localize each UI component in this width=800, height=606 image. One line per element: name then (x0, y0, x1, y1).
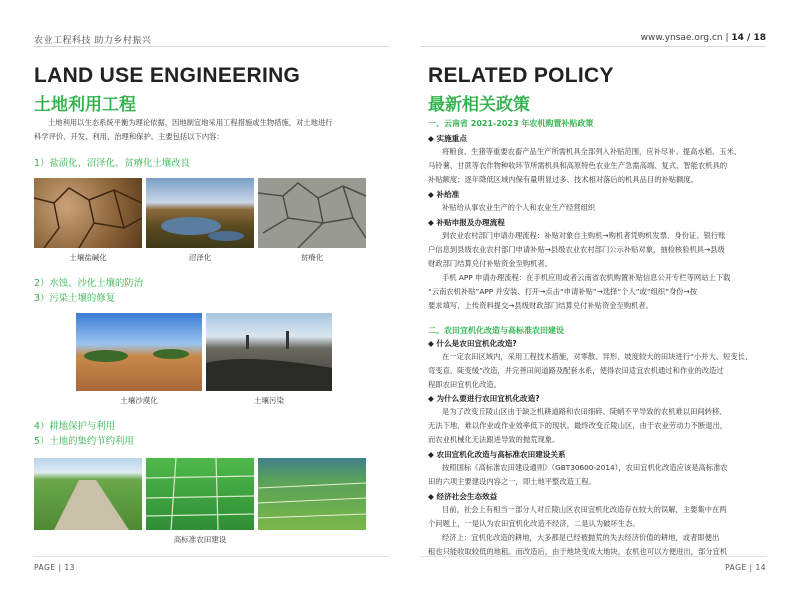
policy-1c-app-line-2: “云南农机补贴”APP 并安装、打开→点击“申请补贴”→选择“个人”或“组织”身份→按 (428, 287, 698, 296)
policy-2-heading-c: ◆ 农田宜机化改造与高标准农田建设关系 (428, 450, 566, 459)
policy-2d-econ-line-2: 租也只能收取较低的地租。而改造后，由于地块变成大地块，农机也可以方便进出，部分宜机 (428, 547, 728, 556)
footer-divider-left (34, 556, 389, 557)
header-divider-left (34, 46, 389, 47)
policy-2-heading-d: ◆ 经济社会生态效益 (428, 492, 498, 501)
cracked-soil-pattern (34, 178, 142, 248)
policy-1a-line-1: 将粮食、生猪等重要农畜产品生产所需机具全部列入补贴范围，应补尽补。提高水稻、玉米、 (442, 147, 742, 156)
caption-swamp: 沼泽化 (188, 253, 212, 262)
farmland-grid-pattern (146, 458, 254, 530)
policy-2d-econ-line-1: 经济上：宜机化改造的耕地，大多都是已经被抛荒的失去经济价值的耕地，或者即便出 (442, 533, 720, 542)
policy-2b-line-3: 而农业机械化无法跟进导致的抛荒现象。 (428, 435, 560, 444)
terraced-field-image (258, 458, 366, 530)
pollution-oil-pumps (206, 313, 332, 391)
barren-soil-image (258, 178, 366, 248)
farmland-road-shape (34, 458, 142, 530)
policy-2b-line-1: 是为了改变丘陵山区由于缺乏机耕道路和农田细碎、陡峭不平导致的农机难以田间转移、 (442, 407, 727, 416)
header-divider-right (420, 46, 766, 47)
header-page-info: www.ynsae.org.cn | 14 / 18 (640, 33, 766, 43)
caption-farmland: 高标准农田建设 (173, 535, 227, 544)
left-item-5: 5）土地的集约节约利用 (34, 436, 134, 447)
policy-1a-line-2: 马铃薯、甘蔗等农作物种收环节所需机具和高原特色农业生产急需高端、复式、智能农机具的 (428, 161, 728, 170)
policy-1c-line-2: 户信息到县级农业农村部门申请补贴→县级农业农村部门公示补贴对象，抽检核验机具→县级 (428, 245, 725, 254)
left-intro-line-2: 科学评价、开发、利用、治理和保护。主要包括以下内容： (34, 132, 224, 141)
swamp-image (146, 178, 254, 248)
terrace-pattern (258, 458, 366, 530)
right-en-title: RELATED POLICY (428, 64, 614, 87)
left-en-title: LAND USE ENGINEERING (34, 64, 301, 87)
policy-1c-app-line-1: 手机 APP 申请办理流程：在手机应用或者云南省农机购置补贴信息公开专栏等网站上下载 (442, 273, 731, 282)
left-item-2: 2）水蚀、沙化土壤的防治 (34, 278, 144, 289)
barren-crack-pattern (258, 178, 366, 248)
caption-pollution: 土壤污染 (254, 396, 284, 405)
policy-1b-text: 补贴给从事农业生产的个人和农业生产经营组织 (442, 203, 596, 212)
high-standard-farmland-image (146, 458, 254, 530)
soil-pollution-image (206, 313, 332, 391)
policy-1a-line-3: 补贴额度；逐年降低区域内保有量明显过多、技术相对落后的机具品目的补贴额度。 (428, 175, 698, 184)
right-zh-title: 最新相关政策 (428, 95, 530, 115)
policy-2a-line-2: 弯变直、陡变缓”改造，并完善田间道路及配套水系，使得农田适宜农机通过和作业的改造过 (428, 366, 724, 375)
policy-2d-line-2: 个问题上，一是认为农田宜机化改造不经济，二是认为破坏生态。 (428, 519, 640, 528)
policy-2b-line-2: 无法下地、难以作业或作业效率低下的现状。最终改变丘陵山区，由于农业劳动力不断退出， (428, 421, 728, 430)
footer-divider-right (420, 556, 766, 557)
left-zh-title: 土地利用工程 (34, 95, 136, 115)
header-title: 农业工程科技 助力乡村振兴 (34, 36, 152, 46)
policy-1c-app-line-3: 要求填写、上传资料提交→县级财政部门结算兑付补贴资金至购机者。 (428, 301, 654, 310)
farmland-road-image (34, 458, 142, 530)
policy-2c-line-2: 田的六项主要建设内容之一，即土地平整改造工程。 (428, 477, 596, 486)
saline-soil-image (34, 178, 142, 248)
policy-section-2: 二、农田宜机化改造与高标准农田建设 (428, 326, 564, 335)
left-page-number: PAGE | 13 (34, 563, 75, 572)
header-url: www.ynsae.org.cn (640, 33, 723, 43)
left-item-4: 4）耕地保护与利用 (34, 421, 115, 432)
policy-1c-line-3: 财政部门结算兑付补贴资金至购机者。 (428, 259, 553, 268)
swamp-water-shape (146, 178, 254, 248)
policy-2a-line-1: 在一定农田区域内，采用工程技术措施，对零散、异形、坡度较大的田块进行“小并大、短变长、 (442, 352, 753, 361)
policy-2d-line-1: 目前，社会上有相当一部分人对丘陵山区农田宜机化改造存在较大的误解，主要集中在两 (442, 505, 727, 514)
policy-1-heading-c: ◆ 补贴申报及办理流程 (428, 218, 505, 227)
right-page-number: PAGE | 14 (725, 563, 766, 572)
left-intro-line-1: 土地利用以生态系统平衡为理论依据，因地制宜地采用工程措施或生物措施，对土地进行 (48, 118, 333, 127)
policy-1-heading-a: ◆ 实施重点 (428, 134, 467, 143)
policy-2c-line-1: 按照国标《高标准农田建设通则》（GBT30600-2014），农田宜机化改造应该是高标准农 (442, 463, 728, 472)
caption-barren: 贫瘠化 (300, 253, 324, 262)
caption-saline: 土壤盐碱化 (69, 253, 107, 262)
desert-trees-shape (76, 313, 202, 391)
policy-section-1: 一、云南省 2021-2023 年农机购置补贴政策 (428, 119, 594, 128)
left-item-3: 3）污染土壤的修复 (34, 293, 115, 304)
policy-1c-line-1: 到农业农村部门申请办理流程：补贴对象自主购机→购机者凭购机发票、身份证、银行账 (442, 231, 726, 240)
desertification-image (76, 313, 202, 391)
policy-1-heading-b: ◆ 补给准 (428, 190, 460, 199)
policy-2-heading-a: ◆ 什么是农田宜机化改造? (428, 339, 517, 348)
policy-2-heading-b: ◆ 为什么要进行农田宜机化改造? (428, 394, 540, 403)
left-item-1: 1）盐渍化、沼泽化、贫瘠化土壤改良 (34, 158, 190, 169)
caption-desertification: 土壤沙漠化 (120, 396, 158, 405)
policy-2a-line-3: 程即农田宜机化改造。 (428, 380, 501, 389)
header-page-number: 14 / 18 (731, 33, 766, 43)
